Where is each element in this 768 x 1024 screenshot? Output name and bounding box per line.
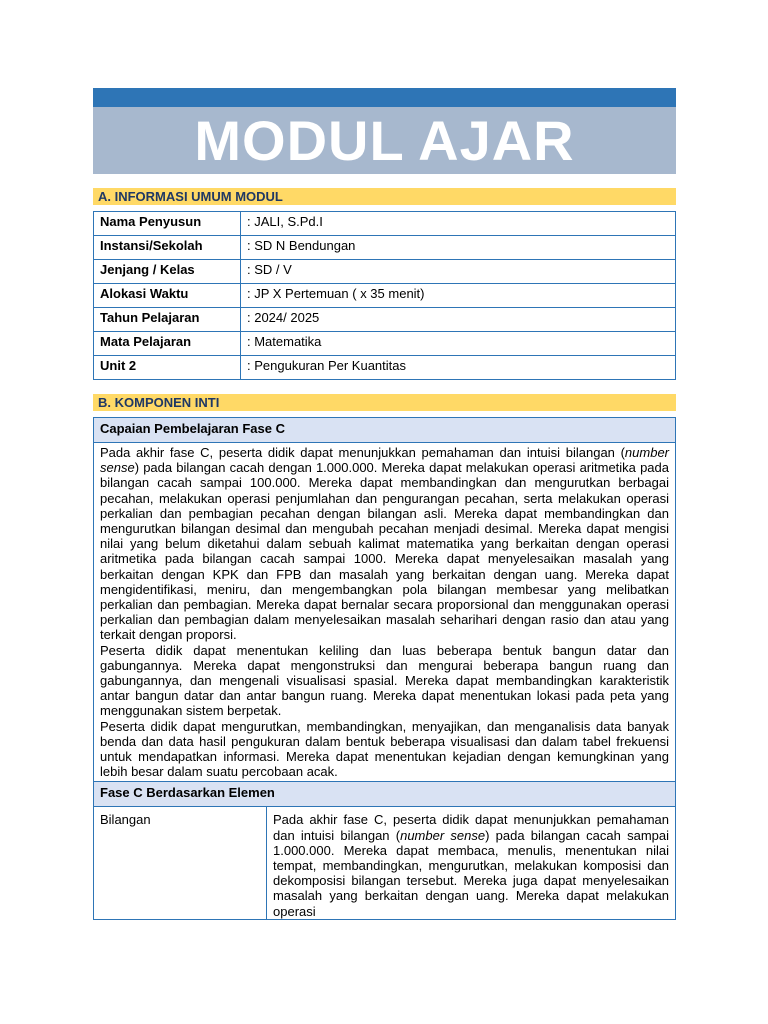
info-table <box>93 211 676 380</box>
info-label: Nama Penyusun <box>94 212 241 236</box>
element-desc-start: Pada akhir fase C, peserta didik dapat menunjukkan pemahaman dan intuisi bilangan ( <box>273 812 669 843</box>
table-row <box>94 356 676 380</box>
capaian-text <box>94 443 676 782</box>
capaian-paragraph-3: Peserta didik dapat mengurutkan, membandingkan, menyajikan, dan menganalisis data banyak benda dan data hasil pengukuran dalam bentuk beberapa visualisasi dan dalam tabel frekuensi untuk mendapatkan informasi. Mereka dapat menentukan kejadian dengan kemungkinan yang lebih besar dalam suatu percobaan acak. <box>100 718 669 780</box>
info-label: Instansi/Sekolah <box>94 236 241 260</box>
table-row <box>94 236 676 260</box>
info-value: : Pengukuran Per Kuantitas <box>241 356 676 380</box>
table-row <box>94 212 676 236</box>
title-accent-bar <box>93 88 676 107</box>
table-row <box>94 443 676 782</box>
capaian-paragraph-2: Peserta didik dapat menentukan keliling dan luas beberapa bentuk bangun datar dan gabungannya. Mereka dapat mengonstruksi dan mengurai beberapa bangun ruang dan gabungannya, dan mengenali visualisasi spasial. Mereka dapat membandingkan karakteristik antar bangun datar dan antar bangun ruang. Mereka dapat menentukan lokasi pada peta yang menggunakan sistem berpetak. <box>100 642 669 719</box>
info-label: Alokasi Waktu <box>94 284 241 308</box>
section-a-heading: A. INFORMASI UMUM MODUL <box>93 188 676 205</box>
element-desc-rest: ) pada bilangan cacah sampai 1.000.000. Mereka dapat membaca, menulis, menentukan nilai tempat, membandingkan, mengurutkan, melakukan komposisi dan dekomposisi bilangan tersebut. Mereka juga dapat menyelesaikan masalah yang berkaitan dengan uang. Mereka dapat melakukan operasi <box>273 827 669 919</box>
table-row <box>94 782 676 807</box>
info-label: Unit 2 <box>94 356 241 380</box>
capaian-p1-term: number sense <box>100 445 669 476</box>
info-value: : JALI, S.Pd.I <box>241 212 676 236</box>
element-description <box>267 807 676 919</box>
fase-heading: Fase C Berdasarkan Elemen <box>94 782 676 807</box>
element-desc-term: number sense <box>400 827 486 843</box>
table-row <box>94 418 676 443</box>
table-row <box>94 332 676 356</box>
section-b-heading: B. KOMPONEN INTI <box>93 394 676 411</box>
info-value: : 2024/ 2025 <box>241 308 676 332</box>
capaian-p1-start: Pada akhir fase C, peserta didik dapat menunjukkan pemahaman dan intuisi bilangan ( <box>100 445 625 460</box>
info-label: Tahun Pelajaran <box>94 308 241 332</box>
info-label: Mata Pelajaran <box>94 332 241 356</box>
element-name: Bilangan <box>94 807 267 919</box>
info-label: Jenjang / Kelas <box>94 260 241 284</box>
info-value: : Matematika <box>241 332 676 356</box>
title-banner <box>93 88 676 174</box>
komponen-table <box>93 417 676 920</box>
table-row <box>94 308 676 332</box>
table-row <box>94 807 676 919</box>
document-page <box>93 88 676 920</box>
table-row <box>94 284 676 308</box>
table-row <box>94 260 676 284</box>
info-value: : SD / V <box>241 260 676 284</box>
capaian-paragraph-1 <box>100 445 669 643</box>
page-title: MODUL AJAR <box>93 107 676 174</box>
info-value: : JP X Pertemuan ( x 35 menit) <box>241 284 676 308</box>
capaian-p1-rest: ) pada bilangan cacah dengan 1.000.000. Mereka dapat melakukan operasi aritmetika pada bilangan cacah sampai 100.000. Mereka dapat membandingkan dan mengurutkan berbagai pecahan, melakukan operasi penjumlahan dan pengurangan pecahan, serta melakukan operasi perkalian dan pembagian pecahan dengan bilangan asli. Mereka dapat membandingkan dan mengurutkan bilangan desimal dan mengubah pecahan menjadi desimal. Mereka dapat mengisi nilai yang belum diketahui dalam sebuah kalimat matematika yang berkaitan dengan operasi aritmetika pada bilangan cacah sampai 1000. Mereka dapat menyelesaikan masalah yang berkaitan dengan KPK dan FPB dan masalah yang berkaitan dengan uang. Mereka dapat mengidentifikasi, meniru, dan mengembangkan pola bilangan membesar yang melibatkan perkalian dan pembagian. Mereka dapat bernalar secara proporsional dan menggunakan operasi perkalian dan pembagian dalam menyelesaikan masalah seharihari dengan rasio dan atau yang terkait dengan proporsi. <box>100 460 669 643</box>
info-value: : SD N Bendungan <box>241 236 676 260</box>
capaian-heading: Capaian Pembelajaran Fase C <box>94 418 676 443</box>
